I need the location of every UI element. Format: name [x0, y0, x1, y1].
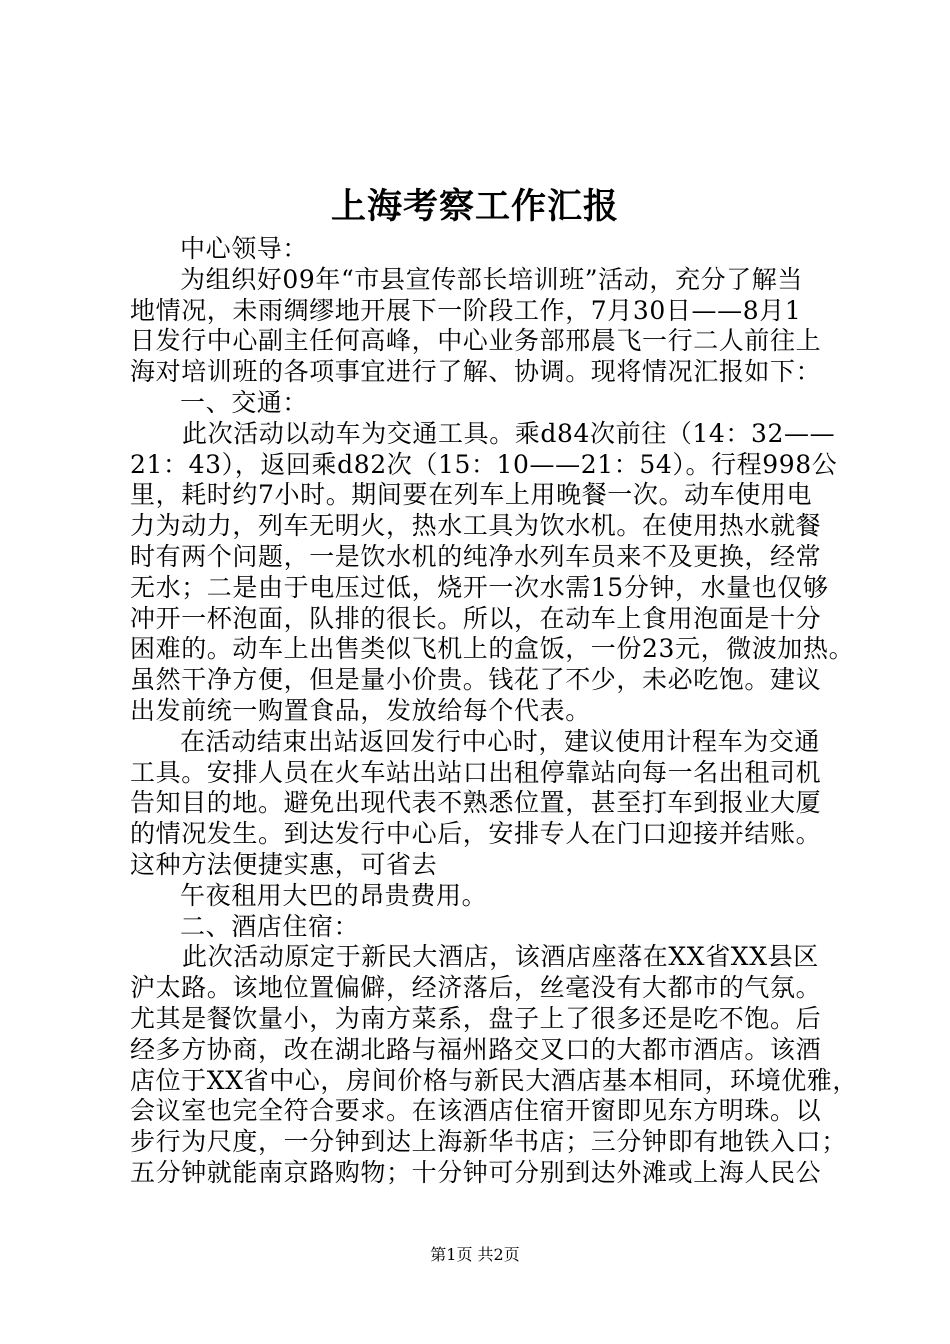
paragraph-line: 在活动结束出站返回发行中心时，建议使用计程车为交通	[180, 726, 821, 756]
paragraph-line: 里，耗时约7小时。期间要在列车上用晚餐一次。动车使用电	[130, 480, 813, 510]
paragraph-line: 虽然干净方便，但是量小价贵。钱花了不少，未必吃饱。建议	[130, 665, 822, 695]
page-number: 第1页 共2页	[430, 1245, 520, 1264]
document-title: 上海考察工作汇报	[330, 186, 619, 227]
paragraph-line: 会议室也完全符合要求。在该酒店住宿开窗即见东方明珠。以	[130, 1096, 822, 1126]
paragraph-line: 店位于XX省中心，房间价格与新民大酒店基本相同，环境优雅，	[130, 1065, 858, 1095]
salutation: 中心领导：	[180, 234, 309, 263]
paragraph-line: 为组织好09年“市县宣传部长培训班”活动，充分了解当	[180, 264, 803, 294]
paragraph-line: 尤其是餐饮量小，为南方菜系，盘子上了很多还是吃不饱。后	[130, 1003, 822, 1033]
paragraph-line: 此次活动以动车为交通工具。乘d84次前往（14：32——	[182, 418, 836, 448]
section-heading: 一、交通：	[180, 387, 309, 417]
paragraph-line: 此次活动原定于新民大酒店，该酒店座落在XX省XX县区	[182, 942, 819, 972]
paragraph-line: 时有两个问题，一是饮水机的纯净水列车员来不及更换，经常	[130, 541, 822, 571]
paragraph-line: 的情况发生。到达发行中心后，安排专人在门口迎接并结账。	[130, 819, 822, 849]
paragraph-line: 困难的。动车上出售类似飞机上的盒饭，一份23元，微波加热。	[130, 634, 855, 664]
paragraph-line: 地情况，未雨绸缪地开展下一阶段工作，7月30日——8月1	[130, 295, 802, 325]
section-heading: 二、酒店住宿：	[180, 911, 360, 941]
paragraph-line: 21：43），返回乘d82次（15：10——21：54）。行程998公	[130, 449, 838, 479]
paragraph-line: 工具。安排人员在火车站出站口出租停靠站向每一名出租司机	[130, 757, 822, 787]
paragraph-line: 午夜租用大巴的昂贵费用。	[180, 880, 488, 910]
paragraph-line: 经多方协商，改在湖北路与福州路交叉口的大都市酒店。该酒	[130, 1034, 822, 1064]
paragraph-line: 力为动力，列车无明火，热水工具为饮水机。在使用热水就餐	[130, 511, 822, 541]
paragraph-line: 日发行中心副主任何高峰，中心业务部邢晨飞一行二人前往上	[130, 326, 822, 356]
document-body	[130, 234, 858, 1189]
paragraph-line: 沪太路。该地位置偏僻，经济落后，丝毫没有大都市的气氛。	[130, 973, 822, 1003]
paragraph-line: 冲开一杯泡面，队排的很长。所以，在动车上食用泡面是十分	[130, 603, 822, 633]
paragraph-line: 告知目的地。避免出现代表不熟悉位置，甚至打车到报业大厦	[130, 788, 822, 818]
paragraph-line: 出发前统一购置食品，发放给每个代表。	[130, 695, 591, 725]
paragraph-line: 五分钟就能南京路购物；十分钟可分别到达外滩或上海人民公	[130, 1157, 822, 1187]
paragraph-line: 海对培训班的各项事宜进行了解、协调。现将情况汇报如下：	[130, 357, 822, 387]
paragraph-line: 这种方法便捷实惠，可省去	[130, 849, 438, 879]
paragraph-line: 步行为尺度，一分钟到达上海新华书店；三分钟即有地铁入口；	[130, 1127, 847, 1157]
paragraph-line: 无水；二是由于电压过低，烧开一次水需15分钟，水量也仅够	[130, 572, 829, 602]
